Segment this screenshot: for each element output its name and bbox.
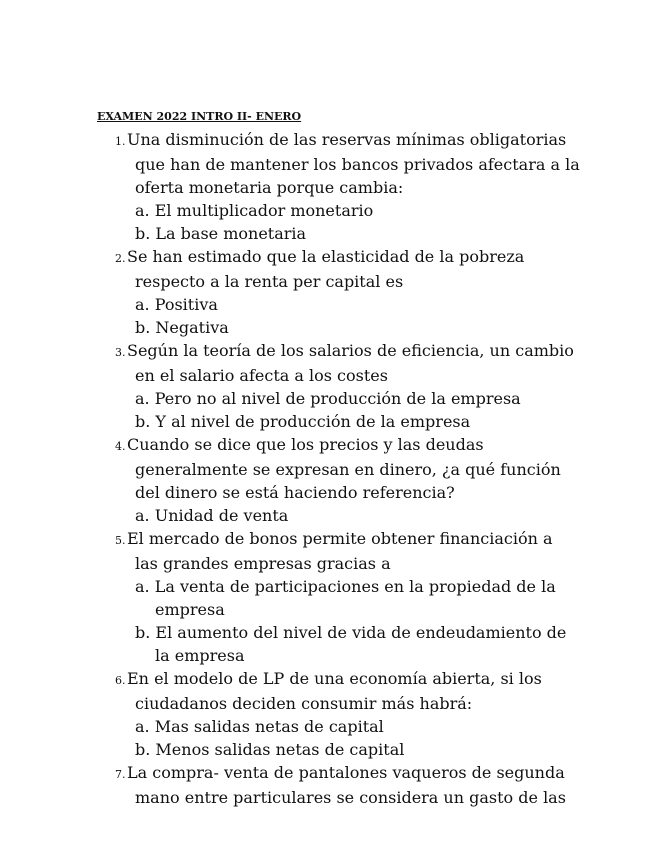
answer-option: a. Positiva [135, 295, 218, 314]
question-text: Se han estimado que la elasticidad de la pobreza [127, 247, 525, 266]
question-text: Según la teoría de los salarios de eficiencia, un cambio [127, 341, 574, 360]
question-text: En el modelo de LP de una economía abierta, si los [127, 669, 542, 688]
question-number: 4. [115, 440, 126, 453]
question-text: Una disminución de las reservas mínimas obligatorias [127, 130, 567, 149]
answer-option-continuation: la empresa [155, 646, 245, 665]
question-text: Cuando se dice que los precios y las deudas [127, 435, 484, 454]
question-text: generalmente se expresan en dinero, ¿a qué función [135, 460, 561, 479]
question-line [0, 433, 664, 458]
answer-option: b. Menos salidas netas de capital [135, 740, 405, 759]
answer-option: a. Mas salidas netas de capital [135, 717, 384, 736]
answer-option: a. Pero no al nivel de producción de la empresa [135, 389, 521, 408]
answer-option: b. Y al nivel de producción de la empresa [135, 412, 471, 431]
question-number: 3. [115, 346, 126, 359]
question-text: mano entre particulares se considera un gasto de las [135, 788, 566, 807]
question-number: 6. [115, 674, 126, 687]
question-line [0, 245, 664, 270]
question-text: oferta monetaria porque cambia: [135, 178, 404, 197]
question-line [0, 527, 664, 552]
question-text: las grandes empresas gracias a [135, 554, 391, 573]
question-line [0, 667, 664, 692]
answer-option: a. Unidad de venta [135, 506, 289, 525]
answer-option: b. El aumento del nivel de vida de endeudamiento de [135, 623, 567, 642]
question-7 [0, 761, 664, 809]
question-6 [0, 667, 664, 761]
question-3 [0, 339, 664, 433]
question-2 [0, 245, 664, 339]
answer-option: a. El multiplicador monetario [135, 201, 374, 220]
question-4 [0, 433, 664, 527]
question-number: 2. [115, 252, 126, 265]
question-line [0, 128, 664, 153]
question-text: El mercado de bonos permite obtener financiación a [127, 529, 553, 548]
question-line [0, 339, 664, 364]
question-list [0, 128, 664, 809]
question-text: que han de mantener los bancos privados afectara a la [135, 155, 580, 174]
question-text: del dinero se está haciendo referencia? [135, 483, 455, 502]
question-text: respecto a la renta per capital es [135, 272, 404, 291]
answer-option: a. La venta de participaciones en la propiedad de la [135, 577, 556, 596]
question-number: 7. [115, 768, 126, 781]
exam-title: EXAMEN 2022 INTRO II- ENERO [97, 110, 302, 123]
question-5 [0, 527, 664, 667]
question-line [0, 761, 664, 786]
question-1 [0, 128, 664, 245]
question-text: en el salario afecta a los costes [135, 366, 388, 385]
question-number: 1. [115, 135, 126, 148]
answer-option: b. Negativa [135, 318, 229, 337]
question-text: ciudadanos deciden consumir más habrá: [135, 694, 473, 713]
answer-option-continuation: empresa [155, 600, 225, 619]
question-number: 5. [115, 534, 126, 547]
answer-option: b. La base monetaria [135, 224, 307, 243]
question-text: La compra- venta de pantalones vaqueros de segunda [127, 763, 565, 782]
